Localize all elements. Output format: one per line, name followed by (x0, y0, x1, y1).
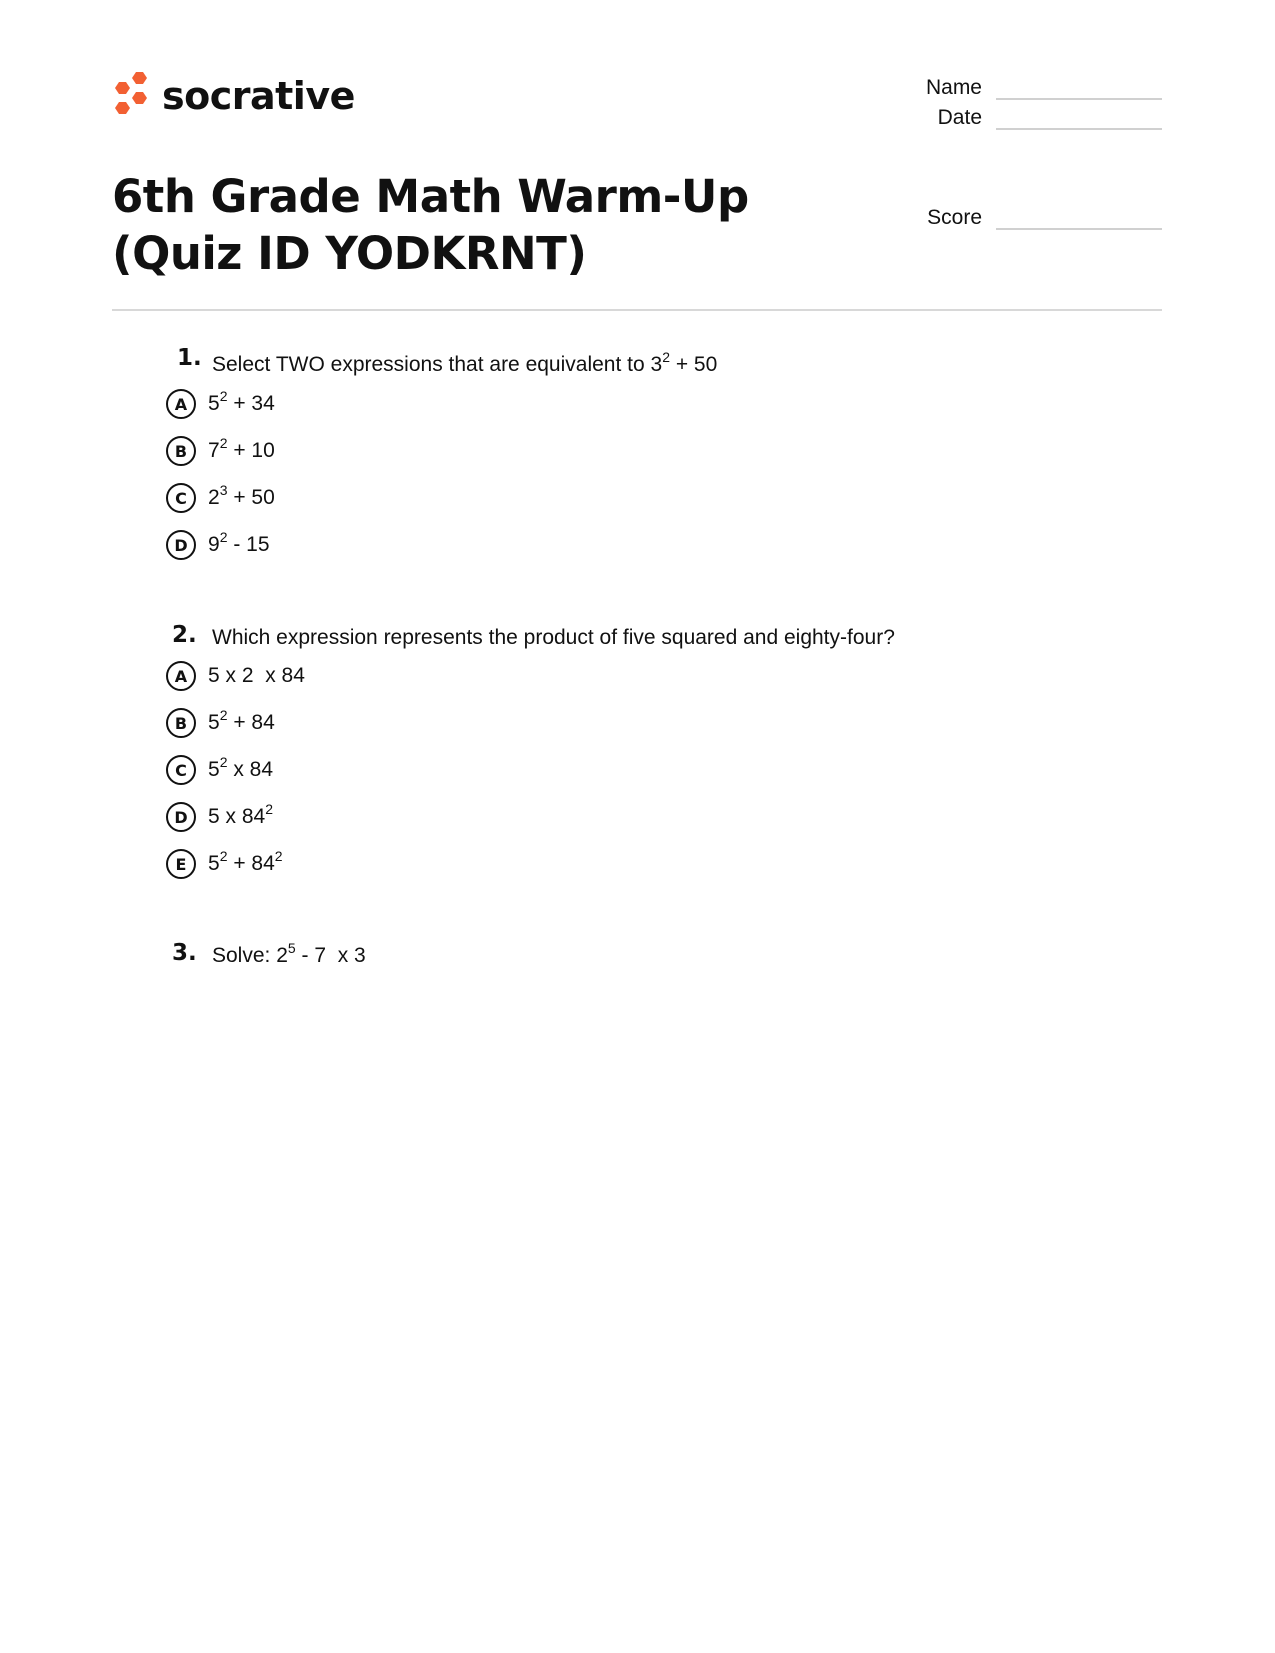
option-b[interactable] (166, 706, 275, 740)
text: 5 (208, 852, 220, 875)
option-a[interactable] (166, 659, 305, 693)
option-text (208, 707, 275, 735)
text: + 50 (227, 486, 275, 509)
exponent: 2 (219, 388, 228, 404)
text: + 50 (669, 353, 718, 376)
text: 2 (208, 486, 220, 509)
text: x 84 (227, 758, 274, 781)
date-label: Date (937, 106, 982, 129)
option-text (208, 848, 283, 876)
text: 5 x 2 x 84 (208, 664, 305, 687)
option-bubble[interactable]: E (166, 849, 196, 879)
text: 5 x 84 (208, 805, 266, 828)
option-c[interactable] (166, 753, 273, 787)
date-line[interactable] (996, 128, 1162, 130)
score-field[interactable] (902, 206, 1162, 236)
hexagon-cluster-icon (112, 72, 152, 124)
option-bubble[interactable]: A (166, 661, 196, 691)
exponent: 2 (219, 529, 228, 545)
option-text (208, 754, 274, 782)
question-number: 1. (177, 345, 202, 371)
exponent: 2 (219, 707, 228, 723)
date-field[interactable] (902, 106, 1162, 136)
option-bubble[interactable]: D (166, 530, 196, 560)
question-number: 3. (172, 940, 197, 966)
option-a[interactable] (166, 387, 275, 421)
exponent: 2 (274, 848, 283, 864)
question-number: 2. (172, 622, 197, 648)
option-text (208, 435, 275, 463)
option-b[interactable] (166, 434, 275, 468)
text: 9 (208, 533, 220, 556)
option-bubble[interactable]: B (166, 708, 196, 738)
score-line[interactable] (996, 228, 1162, 230)
score-label: Score (927, 206, 982, 229)
name-line[interactable] (996, 98, 1162, 100)
text: + 84 (227, 852, 275, 875)
option-e[interactable] (166, 847, 283, 881)
header-divider (112, 309, 1162, 311)
exponent: 2 (662, 349, 670, 365)
option-text (208, 529, 270, 557)
socrative-logo (112, 72, 355, 124)
exponent: 5 (287, 940, 296, 956)
text: 5 (208, 758, 220, 781)
option-text (208, 482, 275, 510)
exponent: 2 (219, 435, 228, 451)
name-field[interactable] (902, 76, 1162, 106)
option-bubble[interactable]: A (166, 389, 196, 419)
option-bubble[interactable]: C (166, 483, 196, 513)
text: - 7 x 3 (295, 944, 366, 967)
question-text (212, 349, 718, 377)
text: + 10 (227, 439, 275, 462)
option-c[interactable] (166, 481, 275, 515)
text: 5 (208, 392, 220, 415)
logo-text: socrative (162, 74, 355, 118)
option-d[interactable] (166, 800, 273, 834)
option-bubble[interactable]: B (166, 436, 196, 466)
option-bubble[interactable]: D (166, 802, 196, 832)
option-text (208, 664, 305, 688)
exponent: 3 (219, 482, 228, 498)
question-text: Which expression represents the product of five squared and eighty-four? (212, 626, 895, 649)
option-d[interactable] (166, 528, 270, 562)
quiz-title: 6th Grade Math Warm-Up (Quiz ID YODKRNT) (112, 170, 749, 280)
text: 7 (208, 439, 220, 462)
option-text (208, 801, 274, 829)
text: 5 (208, 711, 220, 734)
exponent: 2 (219, 848, 228, 864)
text: + 84 (227, 711, 275, 734)
question-text (212, 940, 366, 968)
text: Select TWO expressions that are equivalent to 3 (212, 353, 663, 376)
text: + 34 (227, 392, 275, 415)
option-text (208, 388, 275, 416)
option-bubble[interactable]: C (166, 755, 196, 785)
text: - 15 (227, 533, 270, 556)
text: Solve: 2 (212, 944, 288, 967)
name-label: Name (925, 76, 982, 99)
exponent: 2 (265, 801, 274, 817)
exponent: 2 (219, 754, 228, 770)
